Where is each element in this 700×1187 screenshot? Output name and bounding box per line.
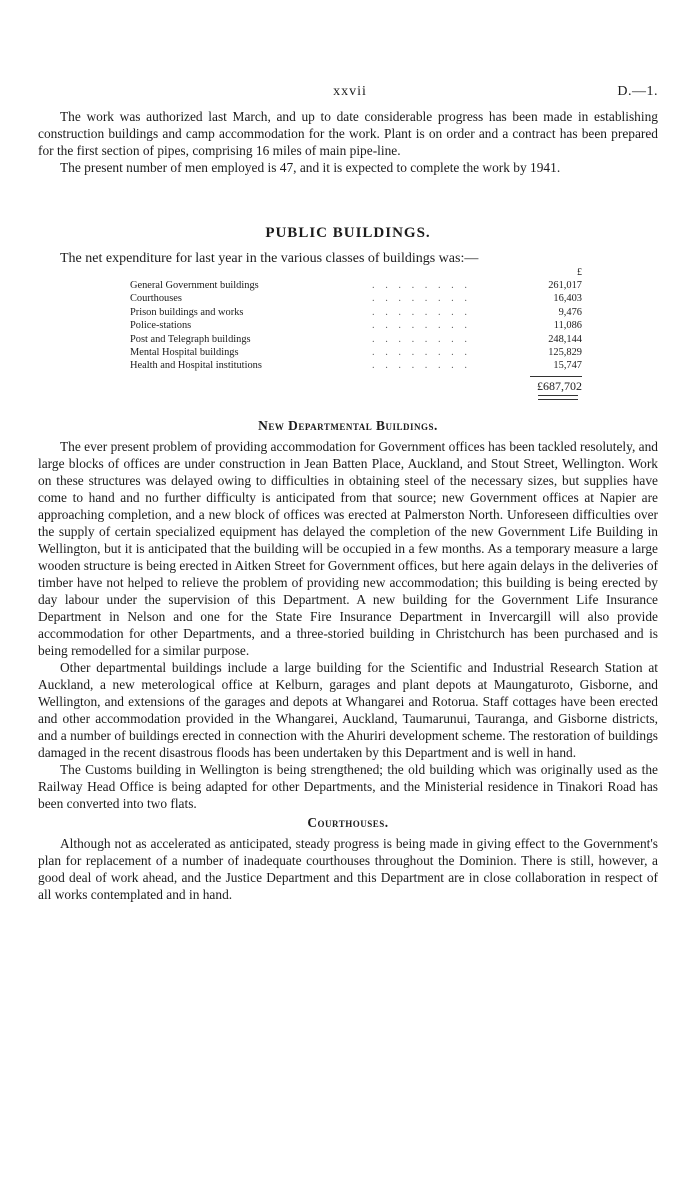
row-value: 9,476 [558, 306, 582, 318]
document-reference: D.—1. [617, 84, 658, 99]
table-row [130, 359, 582, 372]
row-value: 125,829 [548, 347, 582, 359]
section-title-courthouses: Courthouses. [307, 814, 389, 830]
intro-paragraph-2: The present number of men employed is 47, and it is expected to complete the work by 1941. [60, 160, 561, 175]
intro-paragraph-1: The work was authorized last March, and up to date considerable progress has been made in establishing construction buildings and camp accommodation for the work. Plant is on order and a contract has been prepared for the first section of pipes, comprising 16 miles of main pipe-line. [38, 109, 658, 158]
row-label: Mental Hospital buildings [130, 347, 239, 359]
expenditure-table [130, 267, 582, 400]
row-label: Health and Hospital institutions [130, 360, 262, 372]
courthouses-paragraph-1: Although not as accelerated as anticipated, steady progress is being made in giving effect to the Government's plan for replacement of a number of inadequate courthouses throughout the Dominion. There is still, however, a good deal of work ahead, and the Justice Department and this Department are in close collaboration in respect of all works contemplated and in hand. [38, 835, 658, 902]
leader-dots: . . . . . . . . [372, 280, 471, 291]
row-label: General Government buildings [130, 280, 259, 291]
row-label: Post and Telegraph buildings [130, 333, 251, 345]
table-row [130, 292, 582, 305]
row-value: 261,017 [548, 280, 582, 291]
currency-symbol: £ [577, 267, 582, 278]
row-value: 16,403 [553, 293, 582, 305]
new-departmental-paragraph-1: The ever present problem of providing accommodation for Government offices has been tackled resolutely, and large blocks of offices are under construction in Jean Batten Place, Auckland, and Stout Street, Wellington. Work on these structures was delayed owing to difficulties in obtaining steel of the necessary sizes, but supplies have come to hand and no further difficulty is anticipated from that source; new Government offices at Napier are approaching completion, and a new block of offices was erected at Palmerston North. Unforeseen difficulties over the supply of certain specialized equipment has delayed the completion of the new Government Life Building in Wellington, but it is anticipated that the building will be occupied in a few months. As a temporary measure a large wooden structure is being erected in Aitken Street for Government offices, but here again delays in the deliveries of timber have not helped to relieve the problem of providing new accommodation; this building is being erected by day labour under the supervision of this Department. A new building for the Government Life Insurance Department in Nelson and one for the State Fire Insurance Department in Invercargill will also provide accommodation for other Departments, and a three-storied building in Christchurch has been purchased and is being remodelled for a similar purpose. [38, 438, 658, 658]
row-value: 11,086 [553, 320, 582, 332]
leader-dots: . . . . . . . . [372, 360, 471, 372]
leader-dots: . . . . . . . . [372, 320, 471, 332]
table-row [130, 319, 582, 332]
section-title-new-departmental-buildings: New Departmental Buildings. [258, 417, 438, 433]
row-value: 15,747 [553, 360, 582, 372]
expenditure-total: £687,702 [537, 378, 582, 393]
row-label: Prison buildings and works [130, 306, 244, 318]
table-row [130, 333, 582, 346]
table-row [130, 346, 582, 359]
leader-dots: . . . . . . . . [372, 347, 471, 359]
section-title-public-buildings: PUBLIC BUILDINGS. [265, 225, 431, 241]
leader-dots: . . . . . . . . [372, 333, 471, 345]
page-number: xxvii [333, 84, 367, 99]
row-label: Courthouses [130, 293, 182, 305]
row-label: Police-stations [130, 320, 192, 332]
table-row [130, 279, 582, 292]
new-departmental-paragraph-3: The Customs building in Wellington is being strengthened; the old building which was originally used as the Railway Head Office is being adapted for other Departments, and the Ministerial residence in Tinakori Road has been converted into two flats. [38, 761, 658, 811]
document-body [38, 108, 658, 903]
row-value: 248,144 [548, 333, 582, 345]
expenditure-lead: The net expenditure for last year in the various classes of buildings was:— [60, 251, 479, 266]
table-row [130, 306, 582, 319]
new-departmental-paragraph-2: Other departmental buildings include a large building for the Scientific and Industrial Research Station at Auckland, a new meterological office at Kelburn, garages and plant depots at Maungaturoto, Gisborne, and Wellington, and extensions of the garages and depots at Whangarei and Rotorua. Staff cottages have been erected and other accommodation provided in the Whangarei, Auckland, Taumarunui, Tauranga, and Gisborne districts, and a number of buildings erected in connection with the Ahuriri development scheme. The restoration of buildings damaged in the recent disastrous floods has been undertaken by this Department and is well in hand. [38, 659, 658, 760]
leader-dots: . . . . . . . . [372, 306, 471, 318]
leader-dots: . . . . . . . . [372, 293, 471, 305]
